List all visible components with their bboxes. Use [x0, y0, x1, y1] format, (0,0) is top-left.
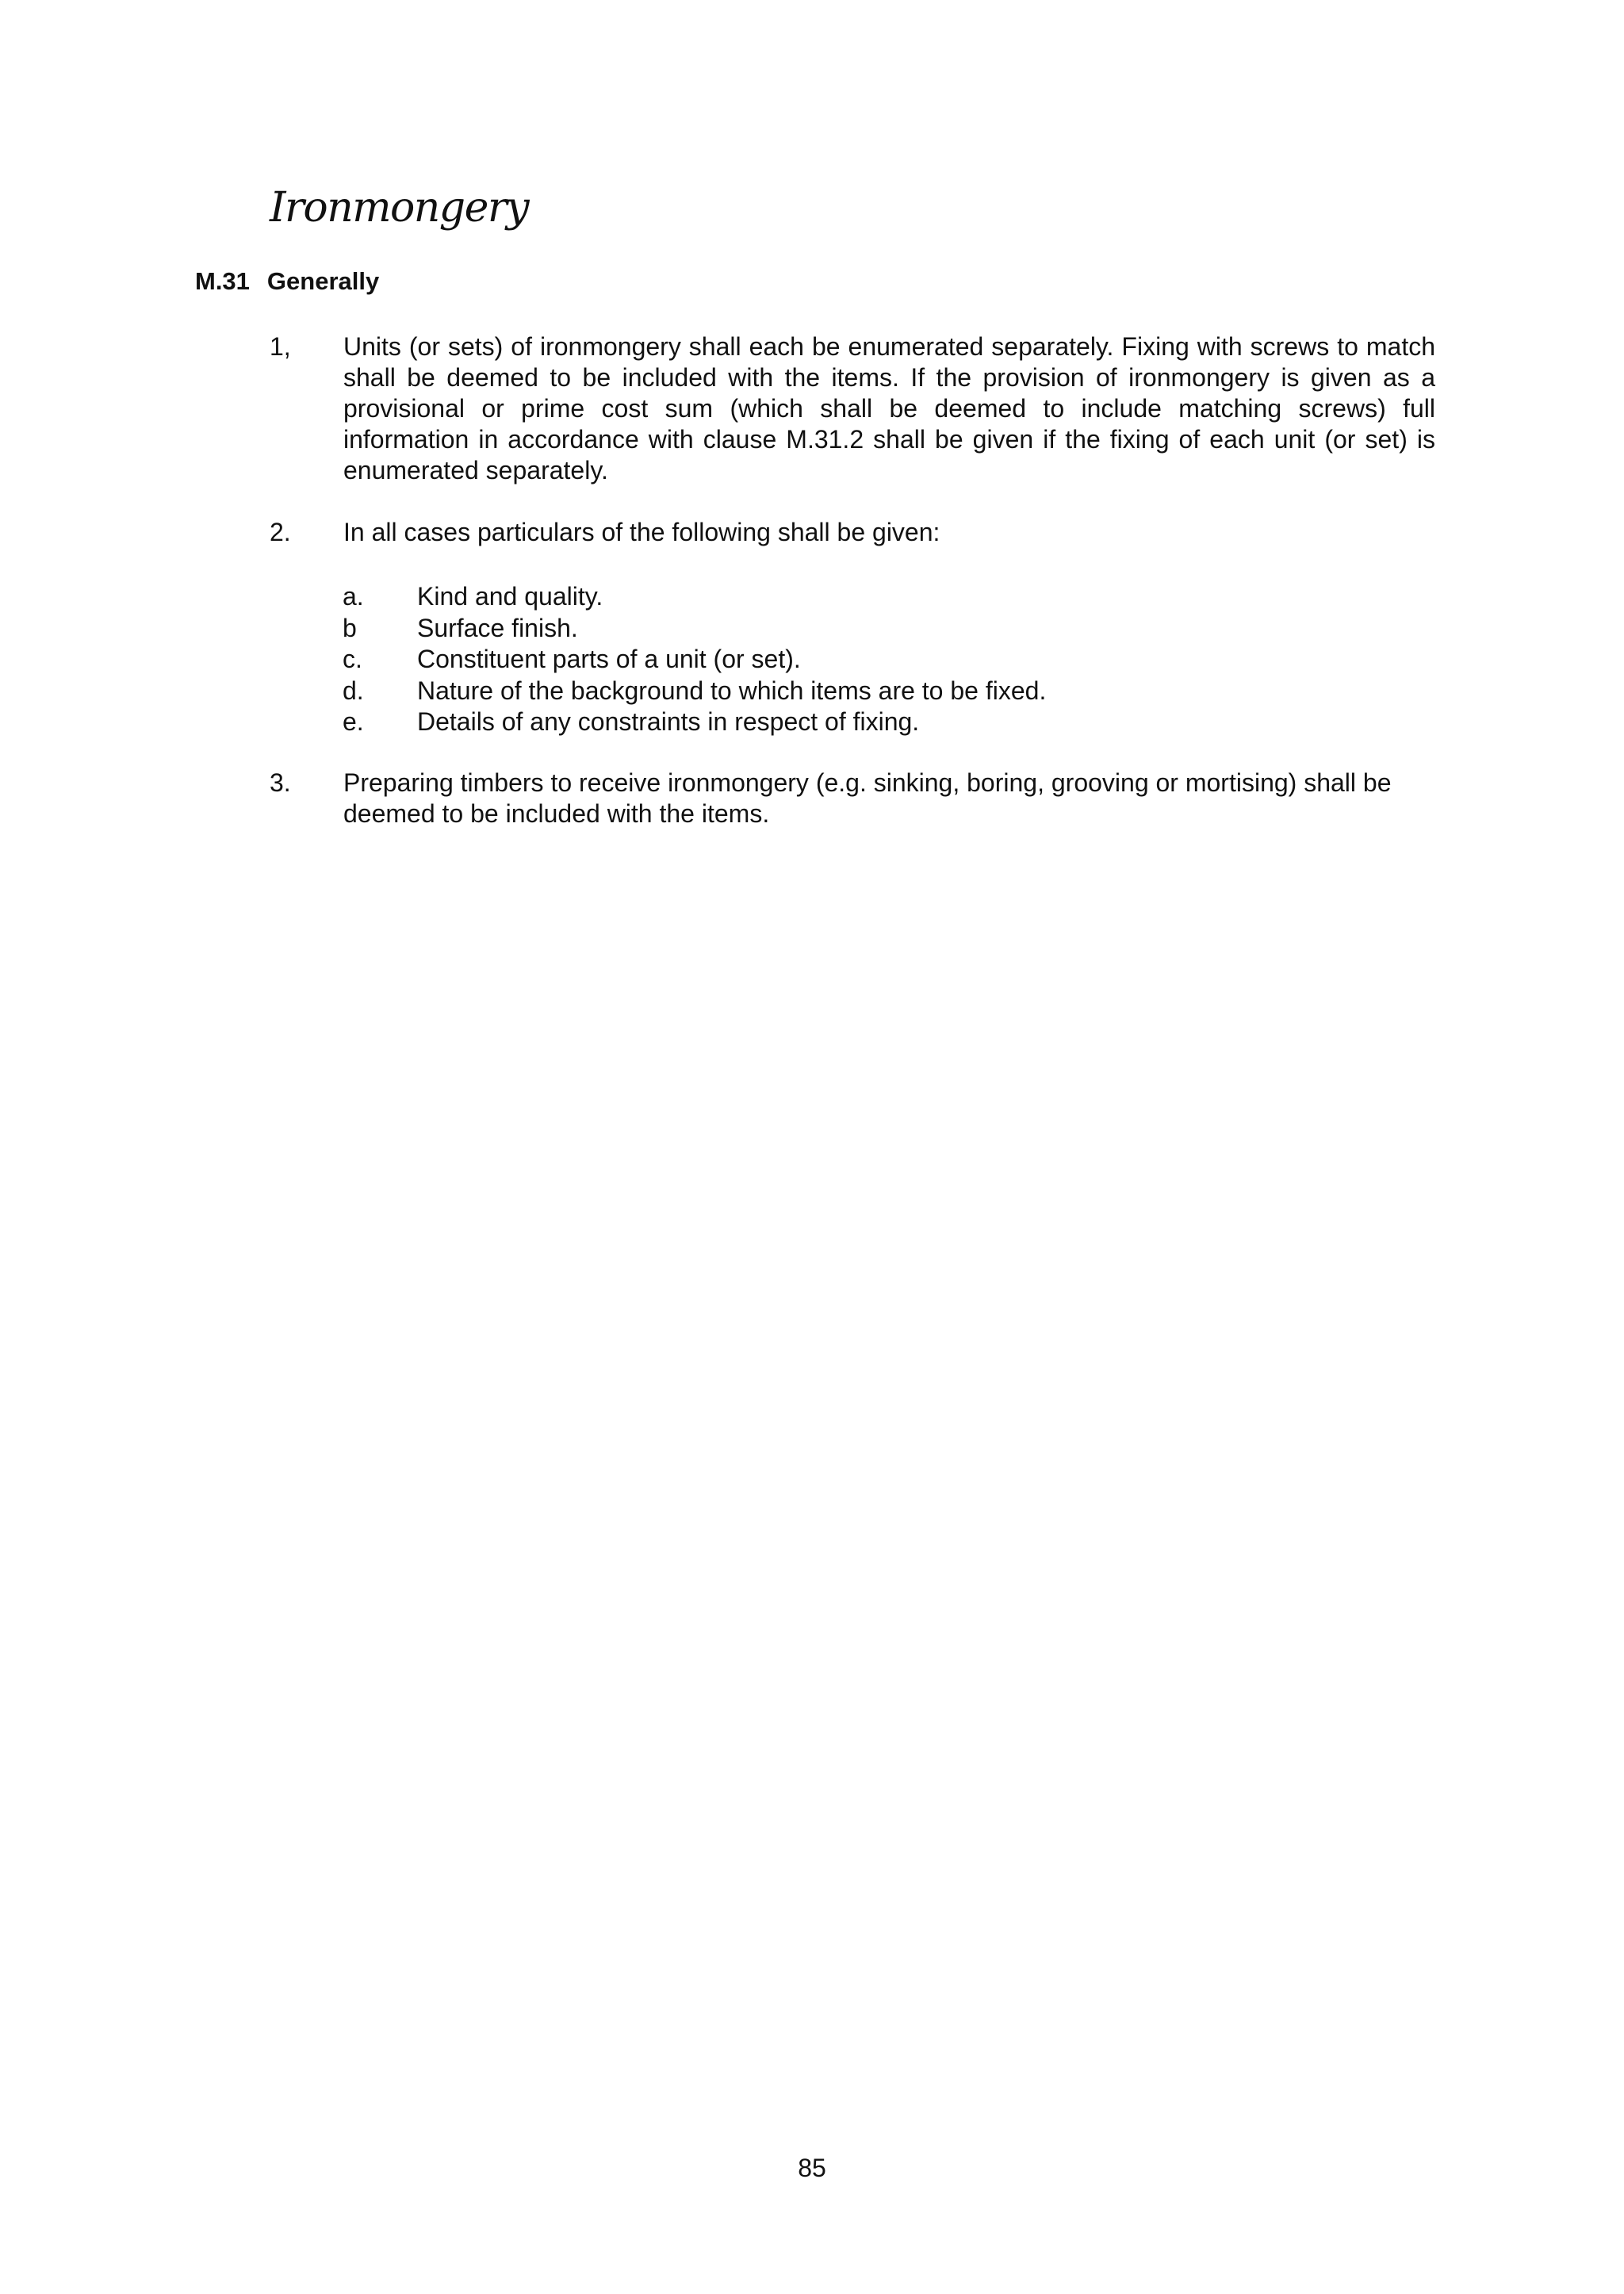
particulars-list [343, 581, 1421, 738]
paragraph-text: In all cases particulars of the following shall be given: [343, 518, 940, 546]
list-item-letter: c. [343, 645, 362, 673]
section-title: Ironmongery [270, 184, 529, 232]
list-item-text: Nature of the background to which items are to be fixed. [417, 676, 1047, 705]
page-number: 85 [798, 2154, 826, 2182]
paragraph-text: Units (or sets) of ironmongery shall each be enumerated separately. Fixing with screws to match shall be deemed to be included with the items. If the provision of ironmongery is given as a provisional or prime cost sum (which shall be deemed to include matching screws) full information in accordance with clause M.31.2 shall be given if the fixing of each unit (or set) is enumerated separately. [343, 332, 1435, 484]
list-item [343, 613, 1421, 645]
list-item-letter: b [343, 613, 357, 642]
paragraph-3 [270, 768, 1435, 829]
list-item-text: Kind and quality. [417, 582, 603, 611]
paragraph-number: 3. [270, 768, 291, 797]
list-item [343, 644, 1421, 676]
list-item [343, 707, 1421, 738]
list-item-letter: d. [343, 676, 364, 705]
paragraph-text: Preparing timbers to receive ironmongery (e.g. sinking, boring, grooving or mortising) shall be deemed to be included with the items. [343, 768, 1392, 828]
clause-code: M.31 [195, 267, 250, 295]
list-item [343, 581, 1421, 613]
paragraph-1 [270, 331, 1435, 486]
clause-heading [195, 267, 379, 296]
list-item-text: Constituent parts of a unit (or set). [417, 645, 801, 673]
paragraph-number: 2. [270, 518, 291, 546]
paragraph-number: 1, [270, 332, 291, 361]
list-item-text: Surface finish. [417, 613, 578, 642]
list-item [343, 676, 1421, 707]
list-item-letter: e. [343, 707, 364, 736]
clause-title: Generally [266, 267, 380, 295]
list-item-letter: a. [343, 582, 364, 611]
list-item-text: Details of any constraints in respect of fixing. [417, 707, 920, 736]
paragraph-2 [270, 517, 1435, 548]
